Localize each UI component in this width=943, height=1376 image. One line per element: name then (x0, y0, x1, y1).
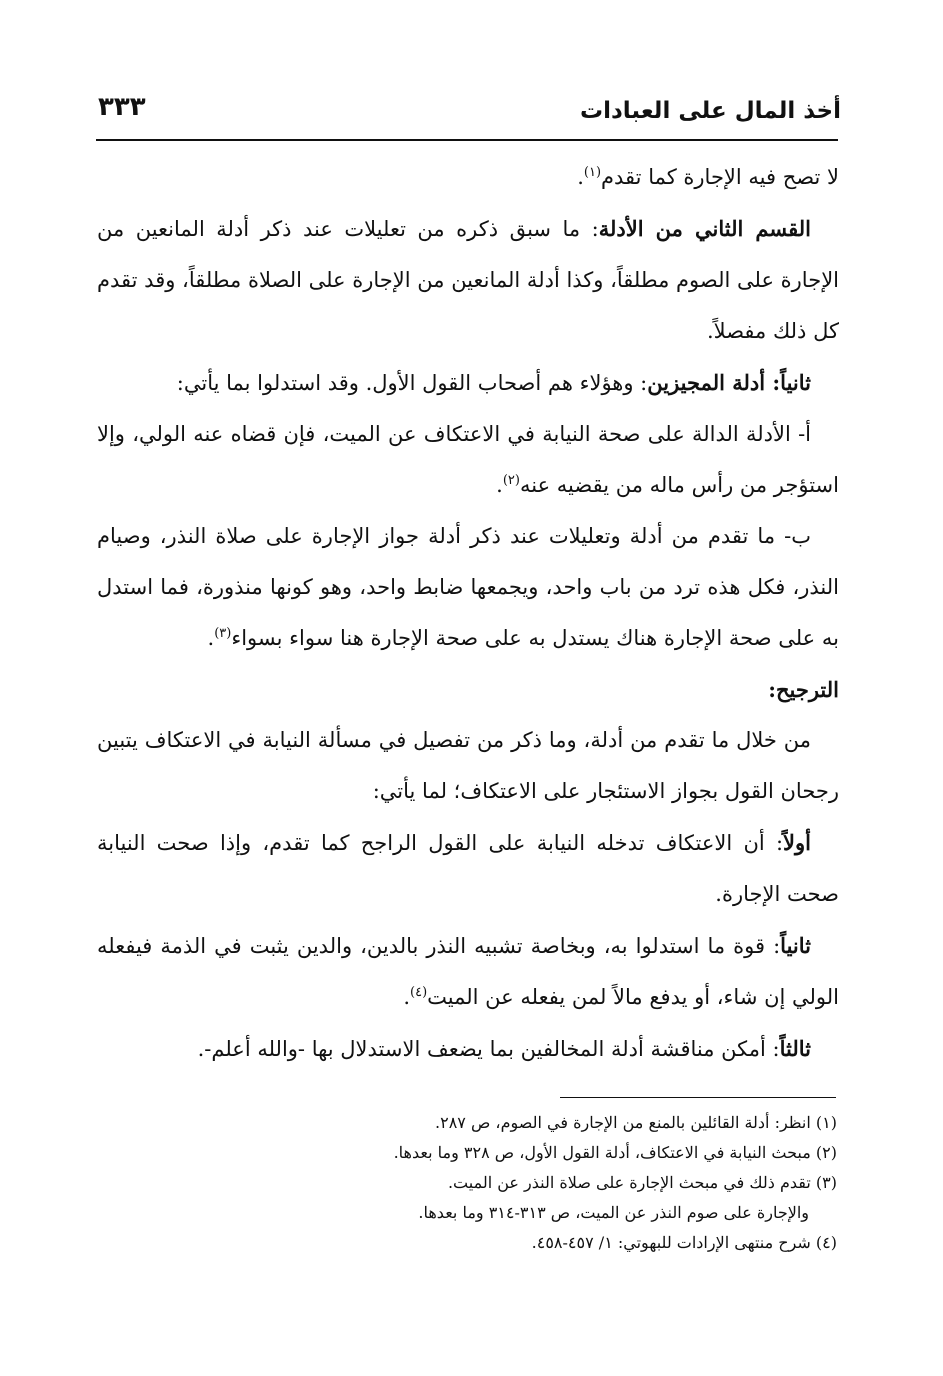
footnote-ref-1: (١) (583, 165, 602, 180)
paragraph-3-label: ثانياً: أدلة المجيزين (647, 370, 811, 395)
paragraph-5-text: ب- ما تقدم من أدلة وتعليلات عند ذكر أدلة جواز الإجارة على صلاة النذر، وصيام النذر، فكل هذه ترد من باب واحد، ويجمعها ضابط واحد، وهو كونها منذورة، فما استدل به على صحة الإجارة هناك يستدل به على صحة الإجارة هنا سواء بسواء (97, 524, 839, 650)
footnote-3-continued: والإجارة على صوم النذر عن الميت، ص ٣١٣-٣١٤ وما بعدها. (418, 1203, 809, 1222)
paragraph-4: أ- الأدلة الدالة على صحة النيابة في الاعتكاف عن الميت، فإن قضاه عنه الولي، وإلا استؤجر من رأس ماله من يقضيه عنه$^{(٢)}$. (97, 422, 839, 497)
header-rule (96, 139, 838, 141)
footnote-ref-2: (٢) (502, 473, 520, 488)
paragraph-7 (97, 817, 839, 920)
page-number: ٣٣٣ (98, 92, 146, 122)
footnote-1: (١) انظر: أدلة القائلين بالمنع من الإجارة في الصوم، ص ٢٨٧. (435, 1113, 837, 1132)
paragraph-7-text: : أن الاعتكاف تدخله النيابة على القول الراجح كما تقدم، وإذا صحت النيابة صحت الإجارة. (97, 831, 839, 906)
footnotes (97, 1108, 837, 1258)
paragraph-9-text: : أمكن مناقشة أدلة المخالفين بما يضعف الاستدلال بها -والله أعلم-. (197, 1037, 780, 1061)
footnote-4: (٤) شرح منتهى الإرادات للبهوتي: ١/ ٤٥٧-٤٥٨. (531, 1233, 837, 1252)
paragraph-3-text: : وهؤلاء هم أصحاب القول الأول. وقد استدلوا بما يأتي: (176, 371, 648, 395)
paragraph-3 (97, 357, 839, 409)
footnote-ref-4: (٤) (410, 985, 428, 1000)
paragraph-2-text: : ما سبق ذكره من تعليلات عند ذكر أدلة المانعين من الإجارة على الصوم مطلقاً، وكذا أدلة المانعين من الإجارة على الصلاة مطلقاً، وقد تقدم كل ذلك مفصلاً. (97, 217, 839, 343)
paragraph-8-label: ثانياً (780, 933, 811, 958)
running-title: أخذ المال على العبادات (580, 98, 841, 124)
main-text (97, 152, 839, 1075)
heading-tarjih: الترجيح: (768, 677, 839, 702)
paragraph-9-label: ثالثاً (779, 1036, 811, 1061)
footnote-2: (٢) مبحث النيابة في الاعتكاف، أدلة القول الأول، ص ٣٢٨ وما بعدها. (393, 1143, 837, 1162)
footnote-ref-3: (٣) (214, 626, 232, 641)
paragraph-1-text: لا تصح فيه الإجارة كما تقدم (601, 165, 839, 189)
paragraph-5: ب- ما تقدم من أدلة وتعليلات عند ذكر أدلة جواز الإجارة على صلاة النذر، وصيام النذر، فكل هذه ترد من باب واحد، ويجمعها ضابط واحد، وهو كونها منذورة، فما استدل به على صحة الإجارة هناك يستدل به على صحة الإجارة هنا سواء بسواء$^{(٣)}$. (97, 524, 839, 650)
paragraph-2-label: القسم الثاني من الأدلة (598, 216, 811, 241)
paragraph-9 (97, 1023, 839, 1075)
paragraph-7-label: أولاً (783, 830, 811, 855)
paragraph-1: لا تصح فيه الإجارة كما تقدم$^{(١)}$. (577, 165, 839, 189)
footnote-3: (٣) تقدم ذلك في مبحث الإجارة على صلاة النذر عن الميت. (447, 1173, 837, 1192)
paragraph-4-text: أ- الأدلة الدالة على صحة النيابة في الاعتكاف عن الميت، فإن قضاه عنه الولي، وإلا استؤجر من رأس ماله من يقضيه عنه (97, 422, 839, 497)
paragraph-8: ثانياً: قوة ما استدلوا به، وبخاصة تشبيه النذر بالدين، والدين يثبت في الذمة فيفعله الولي إن شاء، أو يدفع مالاً لمن يفعله عن الميت$^{(٤)}$. (97, 933, 839, 1009)
footnote-separator (560, 1097, 836, 1098)
paragraph-6 (97, 715, 839, 817)
paragraph-2 (97, 203, 839, 357)
paragraph-6-text: من خلال ما تقدم من أدلة، وما ذكر من تفصيل في مسألة النيابة في الاعتكاف يتبين رجحان القول بجواز الاستئجار على الاعتكاف؛ لما يأتي: (97, 728, 839, 803)
paragraph-8-text: : قوة ما استدلوا به، وبخاصة تشبيه النذر بالدين، والدين يثبت في الذمة فيفعله الولي إن شاء، أو يدفع مالاً لمن يفعله عن الميت (97, 934, 839, 1009)
